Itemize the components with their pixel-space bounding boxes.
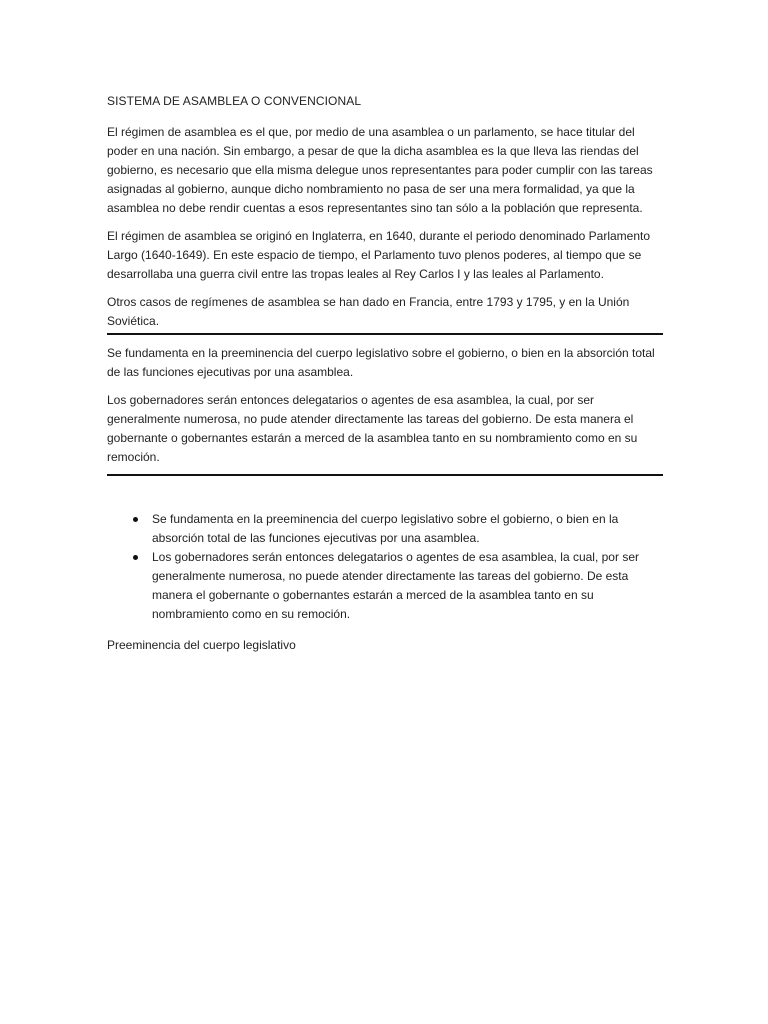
bullet-item (133, 510, 663, 548)
bullet-text: Se fundamenta en la preeminencia del cuerpo legislativo sobre el gobierno, o bien en la absorción total de las funciones ejecutivas por una asamblea. (152, 512, 619, 545)
boxed-paragraph-governors: Los gobernadores serán entonces delegatarios o agentes de esa asamblea, la cual, por ser generalmente numerosa, no pude atender directamente las tareas del gobierno. De esta manera el gobernante o gobernantes estarán a merced de la asamblea tanto en su nombramiento como en su remoción. (107, 393, 638, 464)
boxed-paragraph-foundation: Se fundamenta en la preeminencia del cuerpo legislativo sobre el gobierno, o bien en la absorción total de las funciones ejecutivas por una asamblea. (107, 346, 655, 379)
paragraph-origin: El régimen de asamblea se originó en Inglaterra, en 1640, durante el periodo denominado Parlamento Largo (1640-1649). En este espacio de tiempo, el Parlamento tuvo plenos poderes, al tiempo que se desarrollaba una guerra civil entre las tropas leales al Rey Carlos I y las leales al Parlamento. (107, 229, 651, 281)
bullet-dot-icon (133, 517, 138, 522)
document-body (107, 93, 663, 653)
bottom-rule (107, 474, 663, 476)
document-title: SISTEMA DE ASAMBLEA O CONVENCIONAL (107, 94, 362, 108)
bullet-text: Los gobernadores serán entonces delegatarios o agentes de esa asamblea, la cual, por ser generalmente numerosa, no puede atender directamente las tareas del gobierno. De esta manera el gobernante o gobernantes estarán a merced de la asamblea tanto en su nombramiento como en su remoción. (152, 550, 639, 621)
paragraph-definition: El régimen de asamblea es el que, por medio de una asamblea o un parlamento, se hace titular del poder en una nación. Sin embargo, a pesar de que la dicha asamblea es la que lleva las riendas del gobierno, es necesario que ella misma delegue unos representantes para poder cumplir con las tareas asignadas al gobierno, aunque dicho nombramiento no pasa de ser una mera formalidad, ya que la asamblea no debe rendir cuentas a esos representantes sino tan sólo a la población que representa. (107, 125, 653, 215)
bullet-dot-icon (133, 555, 138, 560)
paragraph-other-cases: Otros casos de regímenes de asamblea se han dado en Francia, entre 1793 y 1795, y en la Unión Soviética. (107, 295, 630, 328)
boxed-section (107, 335, 663, 474)
bullet-list (107, 510, 663, 624)
closing-line: Preeminencia del cuerpo legislativo (107, 638, 296, 652)
bullet-item (133, 548, 663, 624)
